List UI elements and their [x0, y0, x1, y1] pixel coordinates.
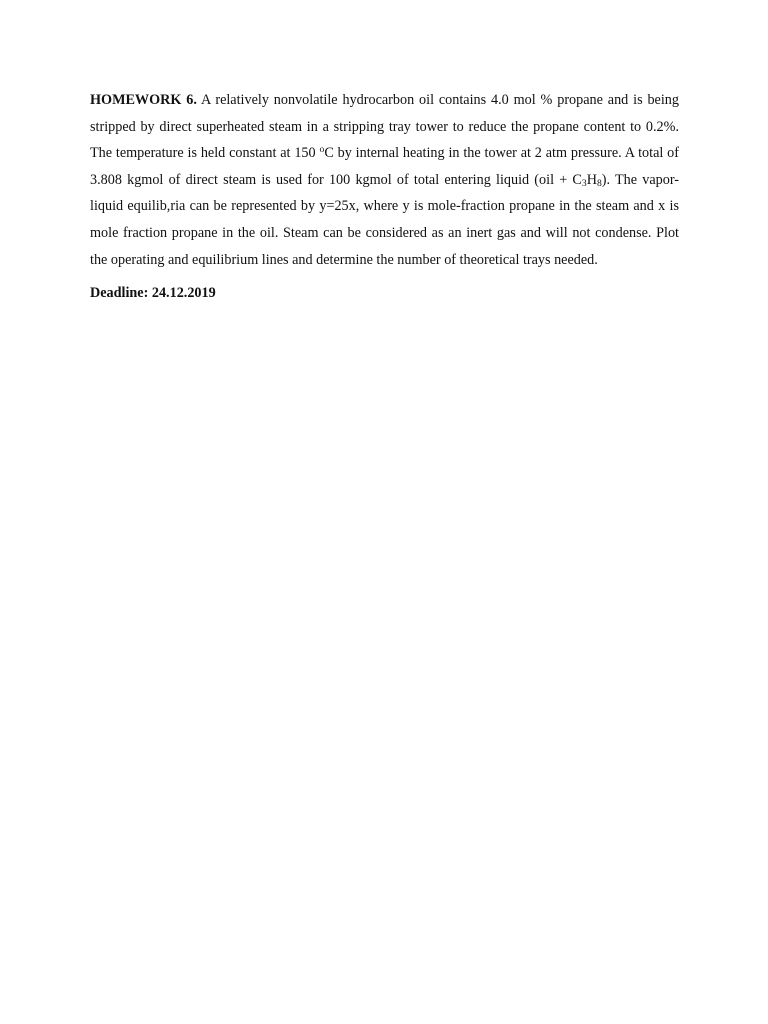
document-body — [90, 87, 679, 303]
deadline-text: Deadline: 24.12.2019 — [90, 285, 216, 302]
carbon-subscript: 3 — [581, 178, 587, 190]
problem-text-part-1: A relatively nonvolatile hydrocarbon oil contains 4.0 mol % propane and is being stripped by direct superheated steam in a stripping tray tower to reduce the propane content to 0.2%. The temperature is held constant at 150 — [90, 92, 679, 162]
homework-label: HOMEWORK 6. — [90, 92, 197, 108]
problem-text-part-2: C by internal heating in the tower at 2 atm pressure. A total of 3.808 kgmol of direct steam is used for 100 kgmol of total entering liquid (oil + C — [90, 145, 679, 188]
degree-superscript: o — [319, 143, 325, 155]
hydrogen-subscript: 8 — [596, 178, 602, 190]
hydrogen-symbol: H — [586, 171, 597, 188]
problem-text-part-3: ). The vapor-liquid equilib,ria can be represented by y=25x, where y is mole-fraction propane in the steam and x is mole fraction propane in the oil. Steam can be considered as an inert gas and will not condense. Plot the operating and equilibrium lines and determine the number of theoretical trays needed. — [90, 171, 679, 268]
homework-problem-paragraph — [90, 87, 679, 273]
